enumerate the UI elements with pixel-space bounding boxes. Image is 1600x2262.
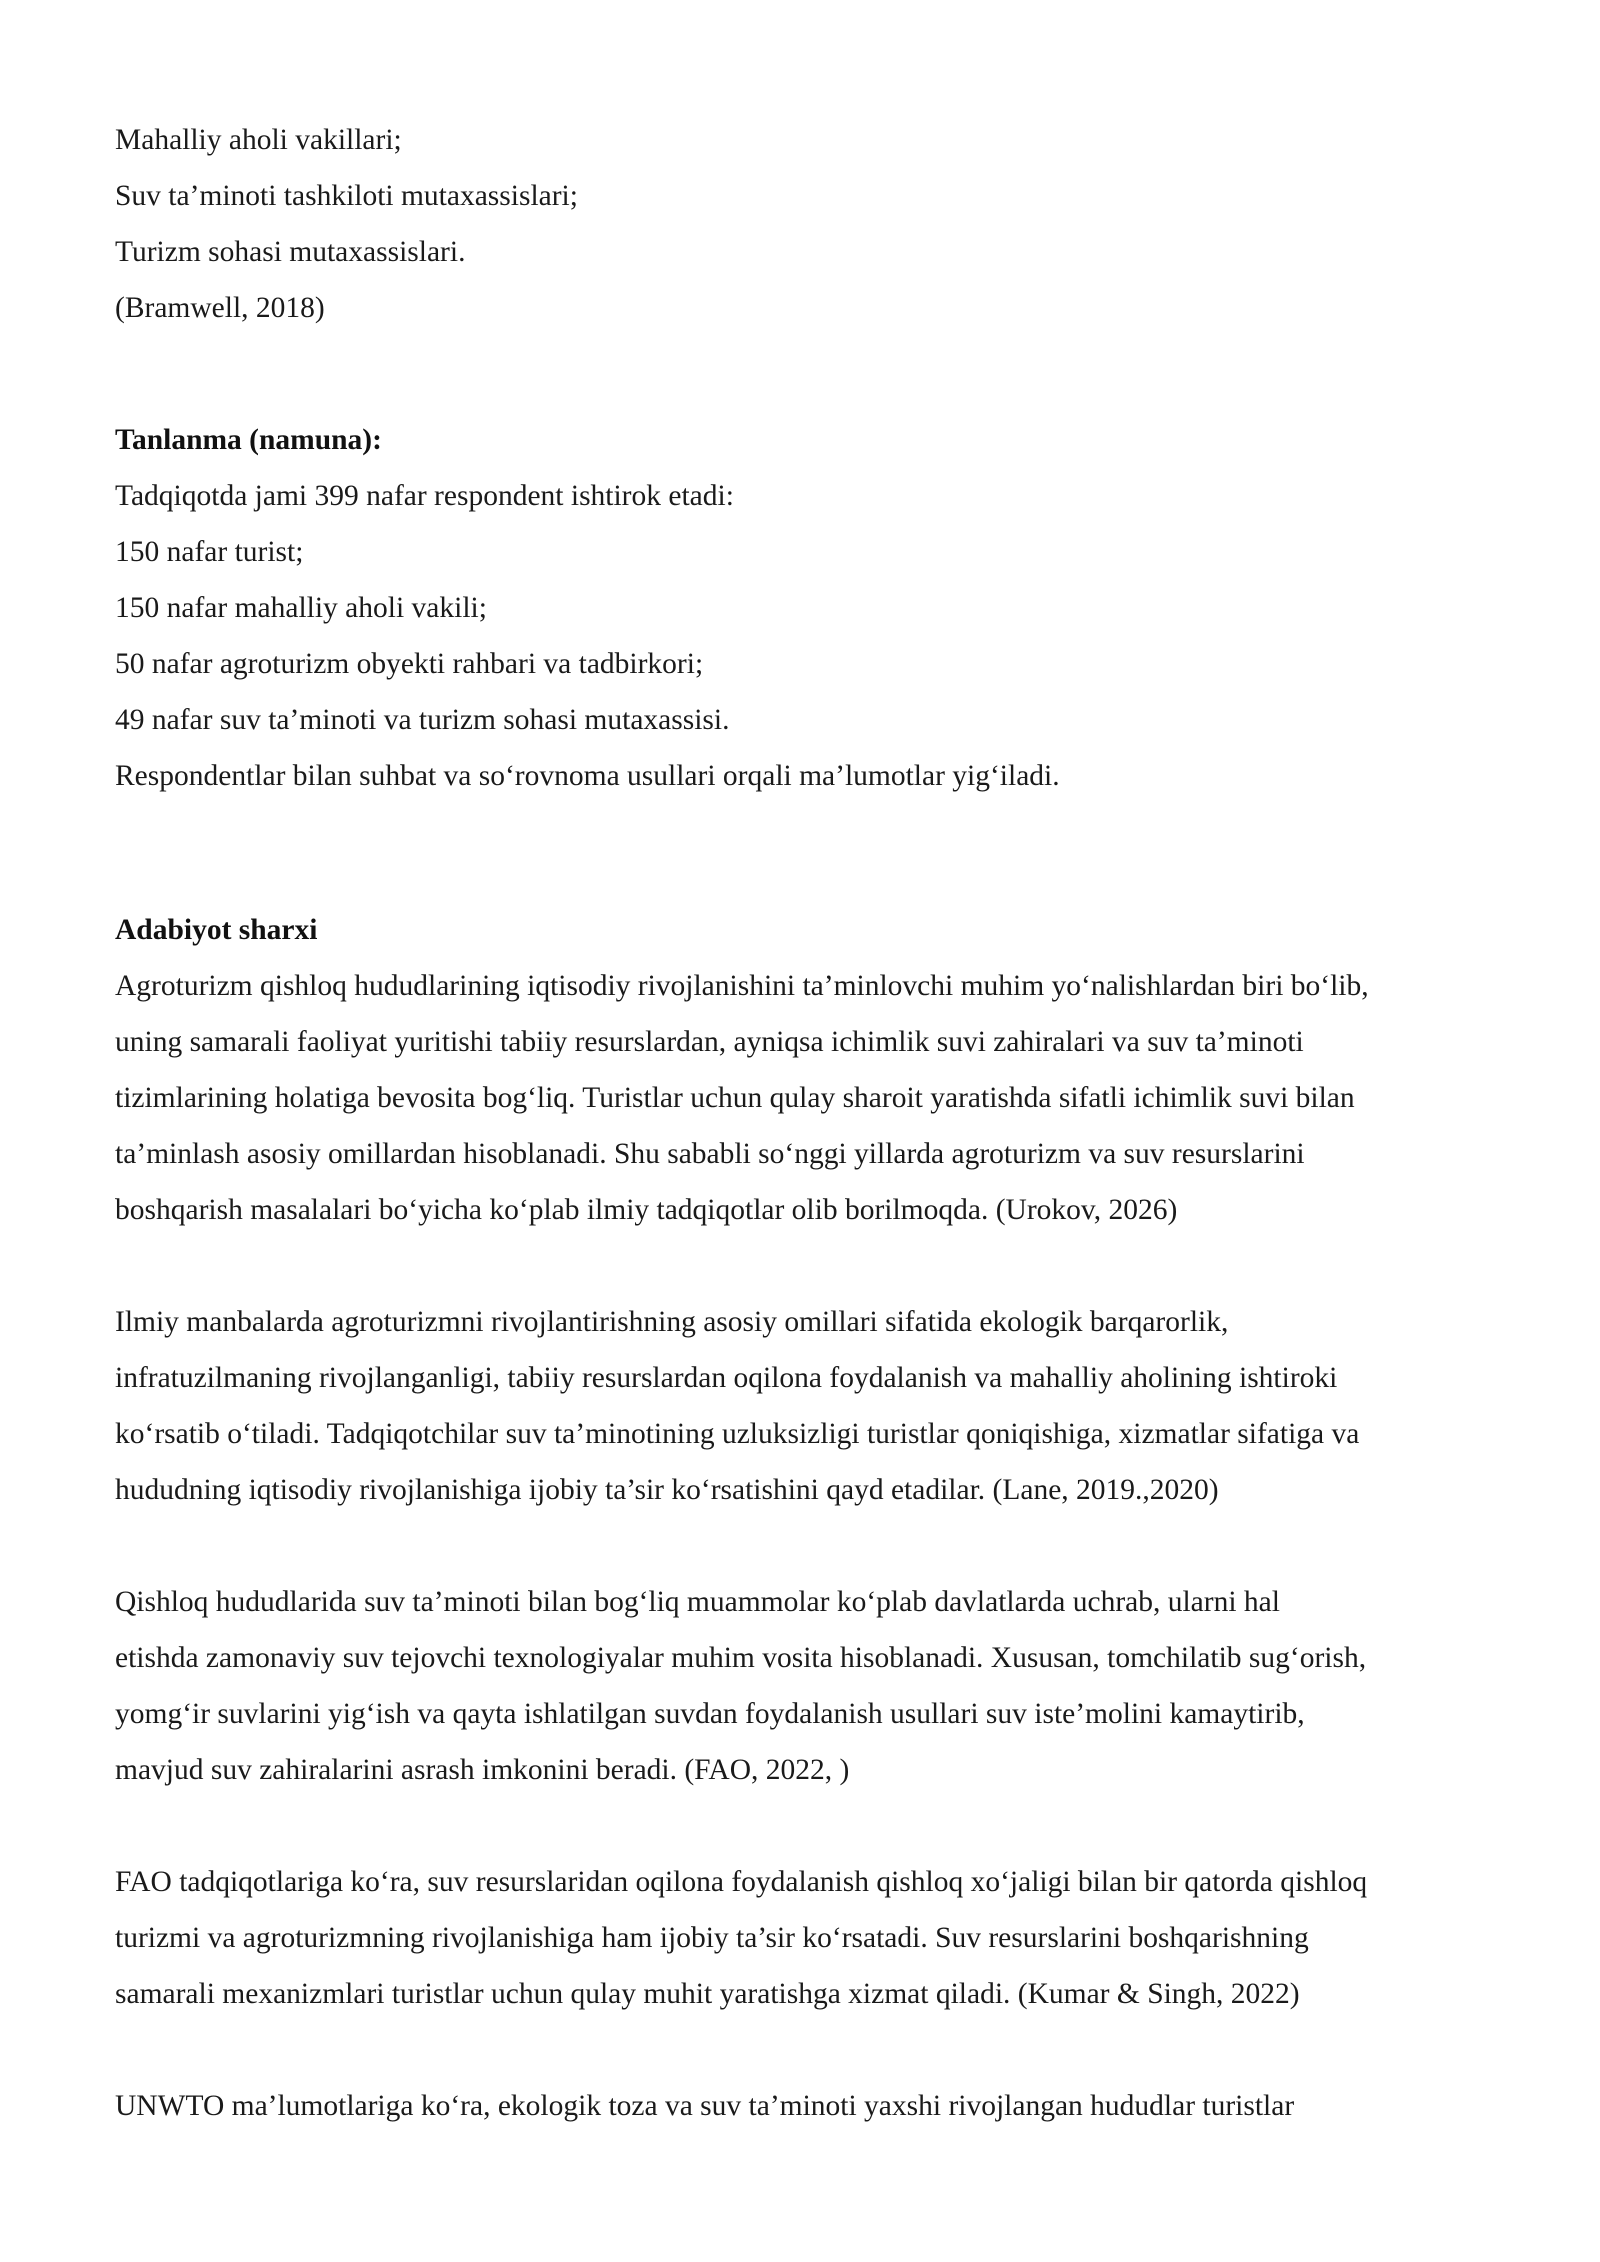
paragraph-line: turizmi va agroturizmning rivojlanishiga ham ijobiy ta’sir ko‘rsatadi. Suv resurslarini boshqarishning [115,1922,1309,1954]
list-item: 49 nafar suv ta’minoti va turizm sohasi mutaxassisi. [115,704,730,736]
paragraph [115,1294,1495,1518]
paragraph-line: ta’minlash asosiy omillardan hisoblanadi. Shu sababli so‘nggi yillarda agroturizm va suv resurslarini [115,1138,1305,1170]
list-item: 150 nafar mahalliy aholi vakili; [115,592,487,624]
list-item: Turizm sohasi mutaxassislari. [115,236,466,268]
paragraph [115,1854,1495,2022]
participant-list [115,112,1495,336]
list-item: Suv ta’minoti tashkiloti mutaxassislari; [115,180,578,212]
sample-intro: Tadqiqotda jami 399 nafar respondent ishtirok etadi: [115,480,734,512]
section-heading: Adabiyot sharxi [115,914,318,946]
paragraph-line: tizimlarining holatiga bevosita bog‘liq. Turistlar uchun qulay sharoit yaratishda sifatli ichimlik suvi bilan [115,1082,1355,1114]
section-heading: Tanlanma (namuna): [115,424,382,456]
paragraph-line: boshqarish masalalari bo‘yicha ko‘plab ilmiy tadqiqotlar olib borilmoqda. (Urokov, 2026) [115,1194,1178,1226]
paragraph-line: yomg‘ir suvlarini yig‘ish va qayta ishlatilgan suvdan foydalanish usullari suv iste’molini kamaytirib, [115,1698,1305,1730]
paragraph-line: uning samarali faoliyat yuritishi tabiiy resurslardan, ayniqsa ichimlik suvi zahiralari va suv ta’minoti [115,1026,1304,1058]
paragraph-line: UNWTO ma’lumotlariga ko‘ra, ekologik toza va suv ta’minoti yaxshi rivojlangan hududlar turistlar [115,2090,1295,2122]
citation: (Bramwell, 2018) [115,292,325,324]
document-page [115,112,1495,2134]
paragraph-line: infratuzilmaning rivojlanganligi, tabiiy resurslardan oqilona foydalanish va mahalliy aholining ishtiroki [115,1362,1338,1394]
list-item: Mahalliy aholi vakillari; [115,124,402,156]
paragraph-line: samarali mexanizmlari turistlar uchun qulay muhit yaratishga xizmat qiladi. (Kumar & Singh, 2022) [115,1978,1300,2010]
paragraph-line: FAO tadqiqotlariga ko‘ra, suv resurslaridan oqilona foydalanish qishloq xo‘jaligi bilan bir qatorda qishloq [115,1866,1368,1898]
paragraph-line: hududning iqtisodiy rivojlanishiga ijobiy ta’sir ko‘rsatishini qayd etadilar. (Lane, 2019.,2020) [115,1474,1219,1506]
list-item: 50 nafar agroturizm obyekti rahbari va tadbirkori; [115,648,704,680]
paragraph [115,958,1495,1238]
sample-method: Respondentlar bilan suhbat va so‘rovnoma usullari orqali ma’lumotlar yig‘iladi. [115,760,1060,792]
list-item: 150 nafar turist; [115,536,304,568]
paragraph-line: ko‘rsatib o‘tiladi. Tadqiqotchilar suv ta’minotining uzluksizligi turistlar qoniqishiga, xizmatlar sifatiga va [115,1418,1360,1450]
paragraph-line: Qishloq hududlarida suv ta’minoti bilan bog‘liq muammolar ko‘plab davlatlarda uchrab, ularni hal [115,1586,1280,1618]
paragraph [115,2078,1495,2134]
paragraph-line: mavjud suv zahiralarini asrash imkonini beradi. (FAO, 2022, ) [115,1754,850,1786]
literature-review-section [115,902,1495,2134]
sample-section [115,412,1495,804]
paragraph-line: Ilmiy manbalarda agroturizmni rivojlantirishning asosiy omillari sifatida ekologik barqarorlik, [115,1306,1229,1338]
paragraph-line: etishda zamonaviy suv tejovchi texnologiyalar muhim vosita hisoblanadi. Xususan, tomchilatib sug‘orish, [115,1642,1367,1674]
paragraph [115,1574,1495,1798]
paragraph-line: Agroturizm qishloq hududlarining iqtisodiy rivojlanishini ta’minlovchi muhim yo‘nalishlardan biri bo‘lib, [115,970,1369,1002]
